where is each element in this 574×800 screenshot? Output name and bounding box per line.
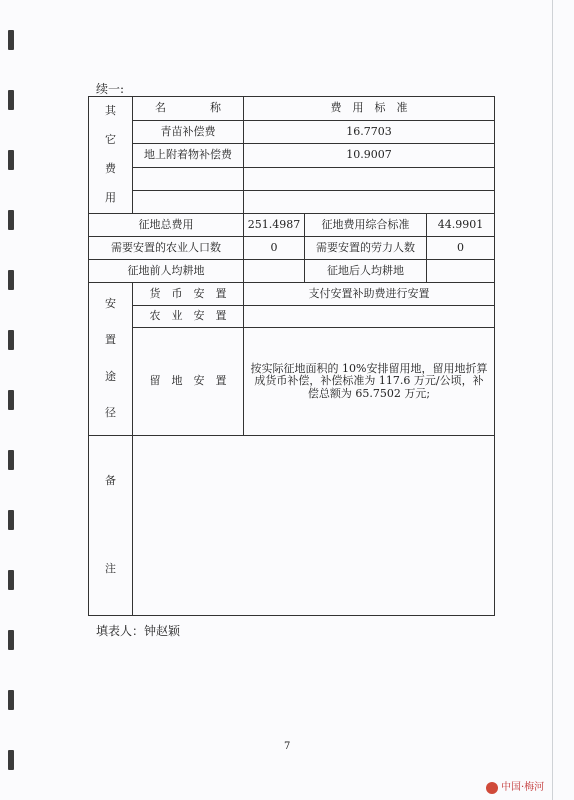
agri-population-label: 需要安置的农业人口数 (89, 237, 244, 260)
table-row (89, 260, 495, 283)
comprehensive-standard-value: 44.9901 (427, 214, 495, 237)
agri-resettlement-label: 农 业 安 置 (133, 306, 244, 328)
table-row (89, 436, 495, 616)
currency-resettlement-label: 货 币 安 置 (133, 283, 244, 306)
table-row (89, 237, 495, 260)
standard-header: 费 用 标 准 (244, 97, 495, 121)
watermark-text: 中国·梅河 (501, 782, 545, 793)
cost-value (244, 190, 495, 213)
agri-population-value: 0 (244, 237, 305, 260)
table-row (89, 121, 495, 144)
table-row (89, 97, 495, 121)
currency-resettlement-value: 支付安置补助费进行安置 (244, 283, 495, 306)
cost-name: 青苗补偿费 (133, 121, 244, 144)
page-number: 7 (284, 741, 291, 752)
farmland-after-label: 征地后人均耕地 (305, 260, 427, 283)
reserve-land-description: 按实际征地面积的 10%安排留用地，留用地折算成货币补偿，补偿标准为 117.6 万元/公顷，补偿总额为 65.7502 万元; (244, 328, 495, 436)
continuation-label: 续一: (96, 82, 125, 96)
total-cost-label: 征地总费用 (89, 214, 244, 237)
table-row (89, 214, 495, 237)
cost-value: 10.9007 (244, 144, 495, 167)
other-costs-label-cell: 其 它 费 用 (89, 97, 133, 214)
farmland-before-label: 征地前人均耕地 (89, 260, 244, 283)
resettlement-label-cell: 安 置 途 径 (89, 283, 133, 436)
cost-name (133, 167, 244, 190)
cost-name (133, 190, 244, 213)
cost-value (244, 167, 495, 190)
seal-icon (486, 782, 498, 794)
table-row (89, 283, 495, 306)
reserve-land-label: 留 地 安 置 (133, 328, 244, 436)
table-row (89, 306, 495, 328)
farmland-before-value (244, 260, 305, 283)
binder-holes (8, 30, 18, 800)
page-edge-line (552, 0, 553, 800)
table-row (89, 167, 495, 190)
comprehensive-standard-label: 征地费用综合标准 (305, 214, 427, 237)
remarks-content (133, 436, 495, 616)
land-acquisition-table (88, 96, 495, 616)
remarks-label-bottom: 注 (105, 562, 116, 576)
cost-name: 地上附着物补偿费 (133, 144, 244, 167)
form-filler: 填表人：钟赵颖 (96, 624, 181, 638)
total-cost-value: 251.4987 (244, 214, 305, 237)
labor-count-label: 需要安置的劳力人数 (305, 237, 427, 260)
cost-value: 16.7703 (244, 121, 495, 144)
farmland-after-value (427, 260, 495, 283)
labor-count-value: 0 (427, 237, 495, 260)
table-row (89, 144, 495, 167)
remarks-label-top: 备 (105, 474, 116, 488)
site-watermark (486, 778, 544, 794)
remarks-label-cell (89, 436, 133, 616)
table-row (89, 328, 495, 436)
name-header: 名 称 (133, 97, 244, 121)
table-row (89, 190, 495, 213)
agri-resettlement-value (244, 306, 495, 328)
